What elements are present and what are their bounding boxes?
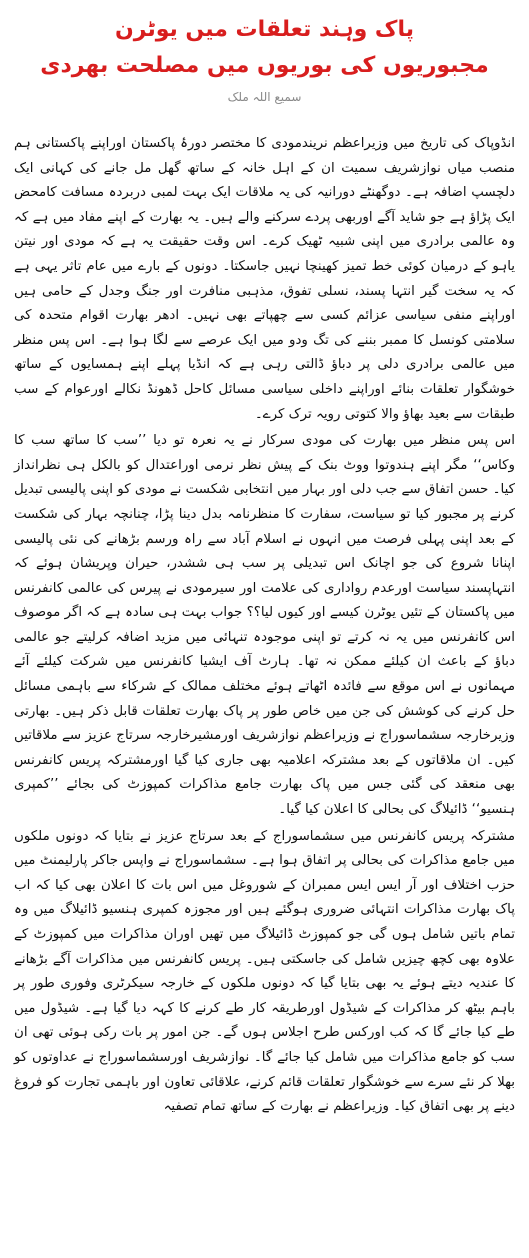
article-paragraph-3: مشترکہ پریس کانفرنس میں سشماسوراج کے بعد سرتاج عزیز نے بتایا کہ دونوں ملکوں میں جامع مذاکرات کی بحالی پر اتفاق ہوا ہے۔ سشماسوراج نے واپس جاکر پارلیمنٹ میں حزب اختلاف اور آر ایس ایس ممبران کے شوروغل میں اس بات کا اعلان بھی کیا کہ اب پاک بھارت مذاکرات انتہائی ضروری ہوگئے ہیں اور مجوزہ کمپری ہنسیو ڈائیلاگ میں وہ تمام باتیں شامل ہوں گی جو کمپوزٹ ڈائیلاگ میں تھیں اوران مذاکرات میں کمپوزٹ کے علاوہ بھی کچھ چیزیں شامل کی جاسکتی ہیں۔ پریس کانفرنس میں مذاکرات آگے بڑھانے کا عندیہ دیتے ہوئے یہ بھی بتایا گیا کہ دونوں ملکوں کے خارجہ سیکرٹری وفوری طور پر باہم بیٹھ کر مذاکرات کے شیڈول اورطریقہ کار طے کرنے کا کہہ دیا گیا ہے۔ شیڈول میں طے کیا جائے گا کہ کب اورکس طرح اجلاس ہوں گے۔ جن امور پر بات رکی ہوئی تھی ان سب کو جامع مذاکرات میں شامل کیا جائے گا۔ نوازشریف اورسشماسوراج نے عداوتوں کو بھلا کر نئے سرے سے خوشگوار تعلقات قائم کرنے، علاقائی تعاون اور باہمی تجارت کو فروغ دینے پر بھی اتفاق کیا۔ وزیراعظم نے بھارت کے ساتھ تمام تصفیہ: [14, 828, 515, 1115]
article-body: [14, 132, 515, 1120]
article-paragraph-2: اس پس منظر میں بھارت کی مودی سرکار نے یہ نعرہ تو دیا ’’سب کا ساتھ سب کا وکاس‘‘ مگر اپنے ہندوتوا ووٹ بنک کے پیش نظر نرمی اوراعتدال کو بالکل ہی نظرانداز کیا۔ حسن اتفاق سے جب دلی اور بہار میں انتخابی شکست نے مودی کو اپنی پالیسی تبدیل کرنے پر مجبور کیا تو سیاست، سفارت کا منظرنامہ بدل دینا پڑا، چنانچہ بہار کی شکست کے بعد اپنی پہلی فرصت میں انہوں نے اسلام آباد سے راہ ورسم بڑھانے کی نئی پالیسی اپنانا شروع کی جو اچانک اس تبدیلی پر سب ہی ششدر، حیران وپریشان ہوئے کہ انتہاپسند سیاست اورعدم رواداری کی علامت اور سیرمودی نے پیرس کی عالمی کانفرنس میں پاکستان کے تئیں یوٹرن کیسے اور کیوں لیا؟؟ جواب بہت ہی سادہ ہے کہ اگر موصوف اس کانفرنس میں یہ نہ کرتے تو اپنی موجودہ تنہائی میں مزید اضافہ کرلیتے جو عالمی دباؤ کے باعث ان کیلئے ممکن نہ تھا۔ ہارٹ آف ایشیا کانفرنس میں شرکت کیلئے آئے مہمانوں نے اس موقع سے فائدہ اٹھاتے ہوئے مختلف ممالک کے شرکاء سے باہمی مسائل حل کرنے کی کوشش کی جن میں خاص طور پر پاک بھارت تعلقات قابل ذکر ہیں۔ بھارتی وزیرخارجہ سشماسوراج نے وزیراعظم نوازشریف اورمشیرخارجہ سرتاج عزیز سے ملاقاتیں کیں۔ ان ملاقاتوں کے بعد مشترکہ اعلامیہ بھی جاری کیا گیا اورمشترکہ پریس کانفرنس بھی منعقد کی گئی جس میں پاک بھارت جامع مذاکرات کمپوزٹ کی بجائے ’’کمپری ہنسیو‘‘ ڈائیلاگ کی بحالی کا اعلان کیا گیا۔: [14, 433, 515, 818]
article-paragraph-1: انڈوپاک کی تاریخ میں وزیراعظم نریندمودی کا مختصر دورۂ پاکستان اوراپنے پاکستانی ہم منصب میاں نوازشریف سمیت ان کے اہل خانہ کے ساتھ گھل مل جانے کی کہانی ایک دلچسپ اضافہ ہے۔ دوگھنٹے دورانیہ کی یہ ملاقات ایک بہت لمبی دربردہ مسافت کامحض ایک پڑاؤ ہے جو شاید آگے اوربھی پردے سرکنے والے ہیں۔ یہ بھارت کے اپنے مفاد میں ہے کہ وہ عالمی برادری میں اپنی شبیہ ٹھیک کرے۔ اس وقت حقیقت یہ ہے کہ مودی اور نیتن یاہو کے درمیان کوئی خط تمیز کھینچا نہیں جاسکتا۔ دونوں کے بارے میں عام تاثر یہی ہے کہ یہ سخت گیر انتہا پسند، نسلی تفوق، مذہبی منافرت اور جنگ وجدل کے حامی ہیں اوراپنے منفی سیاسی عزائم کسی سے چھپاتے بھی نہیں۔ ادھر بھارت اقوام متحدہ کی سلامتی کونسل کا ممبر بننے کی تگ ودو میں ایک عرصے سے لگا ہوا ہے۔ اس پس منظر میں عالمی برادری دلی پر دباؤ ڈالتی رہی ہے کہ انڈیا پہلے اپنے ہمسایوں کے ساتھ خوشگوار تعلقات بنائے اوراپنے داخلی سیاسی مسائل کاحل ڈھونڈ نکالے اورعوام کے سب طبقات سے بعید بھاؤ والا کتوتی رویہ ترک کرے۔: [14, 136, 515, 422]
headline-line-2: مجبوریوں کی بوریوں میں مصلحت بھردی: [40, 53, 489, 78]
author-byline: سمیع اللہ ملک: [227, 90, 302, 104]
headline-line-1: پاک وہند تعلقات میں یوٹرن: [115, 17, 414, 42]
